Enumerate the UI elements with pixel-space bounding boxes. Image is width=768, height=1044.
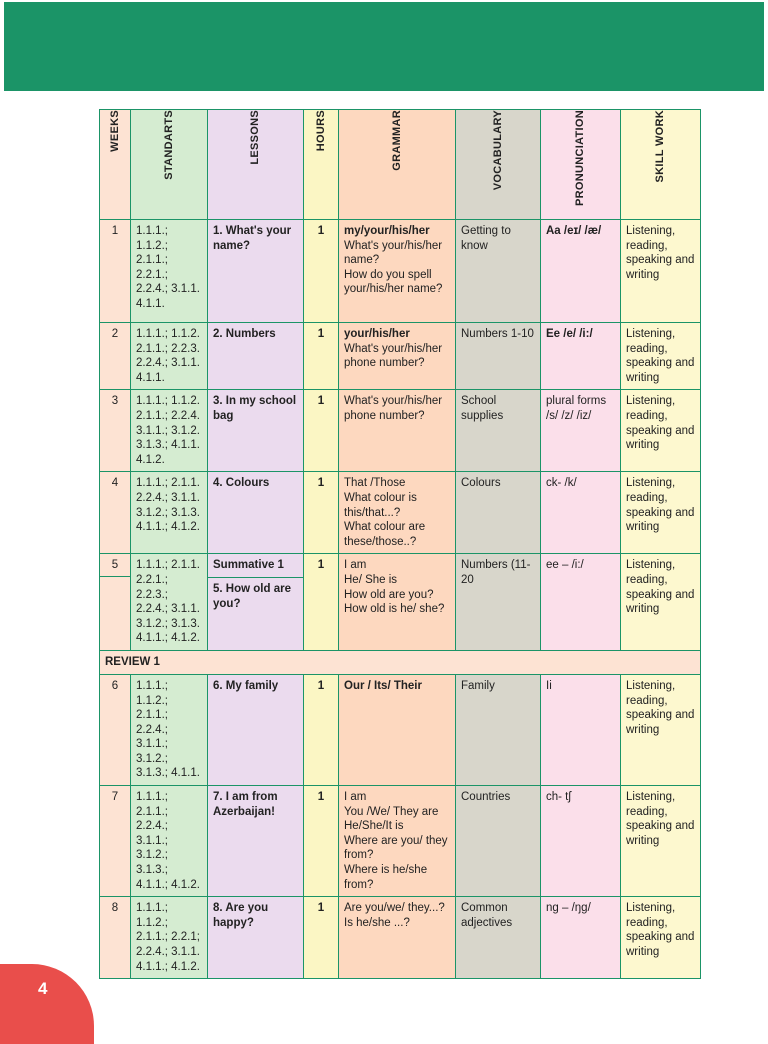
grammar-cell [339,786,456,897]
vocabulary-cell: School supplies [456,390,541,472]
lesson-cell: 8. Are you happy? [208,897,304,979]
curriculum-table [99,109,701,979]
grammar-line: How old are you? [344,588,434,601]
pronunciation-cell: ng – /ŋg/ [541,897,621,979]
hours-cell: 1 [304,786,339,897]
review-label: REVIEW 1 [100,651,701,675]
grammar-focus: my/your/his/her [344,225,430,237]
grammar-line: What's your/his/her phone number? [344,342,443,370]
grammar-line: I am [344,559,367,572]
hours-cell: 1 [304,554,339,651]
hours-cell: 1 [304,220,339,323]
table-row [100,390,701,472]
grammar-line: What colour is this/that...? [344,491,417,519]
standarts-cell: 1.1.1.; 1.1.2. 2.1.1.; 2.2.3. 2.2.4.; 3.1.1. 4.1.1. [131,323,208,390]
grammar-focus: Our / Its/ Their [344,679,422,692]
grammar-cell [339,390,456,472]
lesson-cell: 6. My family [208,674,304,785]
header-pronunciation-label: PRONUNCIATION [574,110,587,206]
grammar-line: You /We/ They are [344,805,439,818]
grammar-cell [339,897,456,979]
header-grammar-label: GRAMMAR [390,110,403,171]
standarts-cell: 1.1.1.; 1.1.2.; 2.1.1.; 2.2.1; 2.2.4.; 3.1.1. 4.1.1.; 4.1.2. [131,897,208,979]
table-row [100,674,701,785]
grammar-line: That /Those [344,477,406,490]
week-number: 5 [111,559,119,572]
lesson-cell [208,554,304,651]
week-cell: 1 [100,220,131,323]
grammar-cell [339,323,456,390]
grammar-line: Where is he/she from? [344,864,428,891]
pronunciation-cell: plural forms /s/ /z/ /iz/ [541,390,621,472]
pronunciation-cell: ee – /i:/ [541,554,621,651]
grammar-cell [339,554,456,651]
table-row [100,220,701,323]
table-row [100,786,701,897]
grammar-line: What's your/his/her phone number? [344,395,443,422]
week-cell: 4 [100,472,131,554]
header-vocabulary [456,110,541,220]
hours-cell: 1 [304,390,339,472]
hours-cell: 1 [304,472,339,554]
header-standarts-label: STANDARTS [162,110,175,180]
standarts-cell: 1.1.1.; 2.1.1. 2.2.4.; 3.1.1. 3.1.2.; 3.1.3. 4.1.1.; 4.1.2. [131,472,208,554]
vocabulary-cell: Family [456,674,541,785]
table-row [100,897,701,979]
vocabulary-cell: Getting to know [456,220,541,323]
grammar-line: What colour are these/those..? [344,521,426,548]
grammar-line: I am [344,791,367,804]
header-vocabulary-label: VOCABULARY [491,110,504,191]
skill-cell: Listening, reading, speaking and writing [621,323,701,390]
hours-cell: 1 [304,897,339,979]
grammar-line: What's your/his/her name? [344,239,443,267]
grammar-cell [339,674,456,785]
skill-cell: Listening, reading, speaking and writing [621,554,701,651]
top-banner [4,2,764,91]
header-skill-work [621,110,701,220]
pronunciation-cell: Aa /eɪ/ /æ/ [541,220,621,323]
grammar-cell [339,220,456,323]
standarts-cell: 1.1.1.; 2.1.1.; 2.2.4.; 3.1.1.; 3.1.2.; 3.1.3.; 4.1.1.; 4.1.2. [131,786,208,897]
pronunciation-cell: Ii [541,674,621,785]
table-row [100,323,701,390]
lesson-cell: 3. In my school bag [208,390,304,472]
hours-cell: 1 [304,674,339,785]
vocabulary-cell: Common adjectives [456,897,541,979]
page-number: 4 [38,979,48,998]
header-hours [304,110,339,220]
header-grammar [339,110,456,220]
grammar-line: How old is he/ she? [344,603,445,616]
skill-cell: Listening, reading, speaking and writing [621,897,701,979]
header-weeks-label: WEEKS [108,110,121,152]
pronunciation-cell: ch- tʃ [541,786,621,897]
hours-cell: 1 [304,323,339,390]
week-cell: 8 [100,897,131,979]
summative-label: Summative 1 [208,554,303,578]
week-cell: 2 [100,323,131,390]
vocabulary-cell: Numbers 1-10 [456,323,541,390]
header-pronunciation [541,110,621,220]
grammar-line: How do you spell your/his/her name? [344,268,443,296]
standarts-cell: 1.1.1.; 2.1.1. 2.2.1.; 2.2.3.; 2.2.4.; 3.1.1. 3.1.2.; 3.1.3. 4.1.1.; 4.1.2. [131,554,208,651]
grammar-cell [339,472,456,554]
vocabulary-cell: Numbers (11-20 [456,554,541,651]
header-weeks [100,110,131,220]
header-lessons [208,110,304,220]
skill-cell: Listening, reading, speaking and writing [621,220,701,323]
grammar-focus: your/his/her [344,328,410,340]
standarts-cell: 1.1.1.; 1.1.2.; 2.1.1.; 2.2.4.; 3.1.1.; 3.1.2.; 3.1.3.; 4.1.1. [131,674,208,785]
grammar-line: Where are you/ they from? [344,834,448,862]
week-cell [100,554,131,651]
review-row [100,651,701,675]
skill-cell: Listening, reading, speaking and writing [621,674,701,785]
grammar-line: Is he/she ...? [344,916,410,929]
table-row [100,554,701,651]
pronunciation-cell: ck- /k/ [541,472,621,554]
lesson-title: 5. How old are you? [213,583,291,610]
skill-cell: Listening, reading, speaking and writing [621,786,701,897]
header-row [100,110,701,220]
lesson-cell: 7. I am from Azerbaijan! [208,786,304,897]
standarts-cell: 1.1.1.; 1.1.2.; 2.1.1.; 2.2.1.; 2.2.4.; 3.1.1. 4.1.1. [131,220,208,323]
lesson-cell: 4. Colours [208,472,304,554]
vocabulary-cell: Colours [456,472,541,554]
week-cell: 6 [100,674,131,785]
header-skill-work-label: SKILL WORK [654,110,667,183]
header-standarts [131,110,208,220]
header-lessons-label: LESSONS [249,110,262,165]
skill-cell: Listening, reading, speaking and writing [621,472,701,554]
table-row [100,472,701,554]
grammar-line: Are you/we/ they...? [344,902,445,915]
grammar-line: He/ She is [344,573,398,586]
cell-divider [100,576,130,577]
week-cell: 3 [100,390,131,472]
header-hours-label: HOURS [314,110,327,152]
pronunciation-cell: Ee /e/ /i:/ [541,323,621,390]
vocabulary-cell: Countries [456,786,541,897]
lesson-cell: 1. What's your name? [208,220,304,323]
grammar-line: He/She/It is [344,820,404,833]
week-cell: 7 [100,786,131,897]
page-number-tab [0,964,94,1044]
skill-cell: Listening, reading, speaking and writing [621,390,701,472]
lesson-cell: 2. Numbers [208,323,304,390]
standarts-cell: 1.1.1.; 1.1.2. 2.1.1.; 2.2.4. 3.1.1.; 3.1.2. 3.1.3.; 4.1.1. 4.1.2. [131,390,208,472]
